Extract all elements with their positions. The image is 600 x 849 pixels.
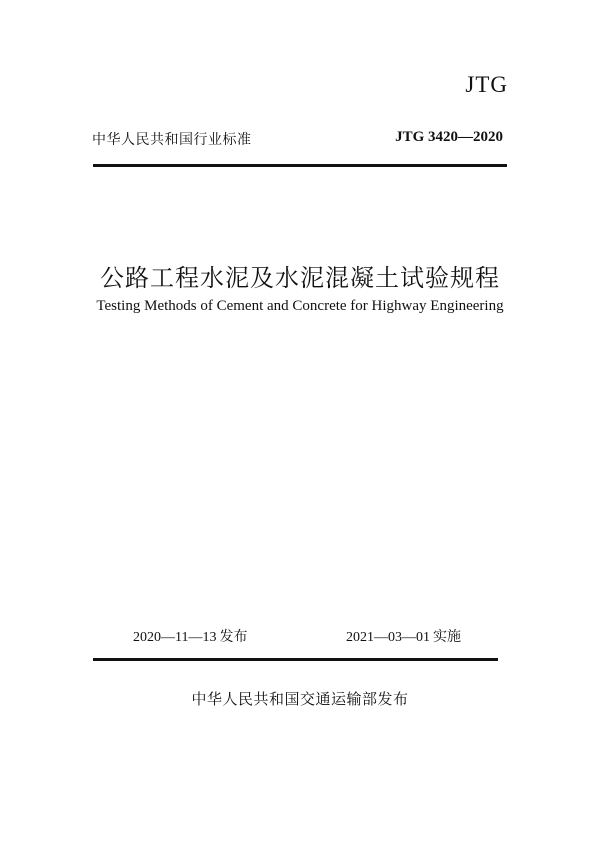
bottom-divider — [93, 658, 498, 661]
publisher: 中华人民共和国交通运输部发布 — [191, 690, 409, 708]
effective-date-label: 实施 — [433, 629, 461, 645]
standard-category: 中华人民共和国行业标准 — [92, 132, 252, 148]
jtg-logo-text: JTG — [465, 72, 508, 97]
standard-code: JTG 3420—2020 — [395, 129, 503, 145]
issue-date-label: 发布 — [219, 629, 248, 645]
effective-date-value: 2021—03—01 — [346, 630, 430, 645]
effective-date — [346, 626, 461, 646]
top-divider — [93, 164, 507, 167]
document-title-chinese: 公路工程水泥及水泥混凝土试验规程 — [100, 264, 500, 292]
issue-date-value: 2020—11—13 — [133, 630, 217, 645]
document-title-english: Testing Methods of Cement and Concrete for Highway Engineering — [96, 298, 504, 314]
issue-date — [133, 626, 247, 646]
